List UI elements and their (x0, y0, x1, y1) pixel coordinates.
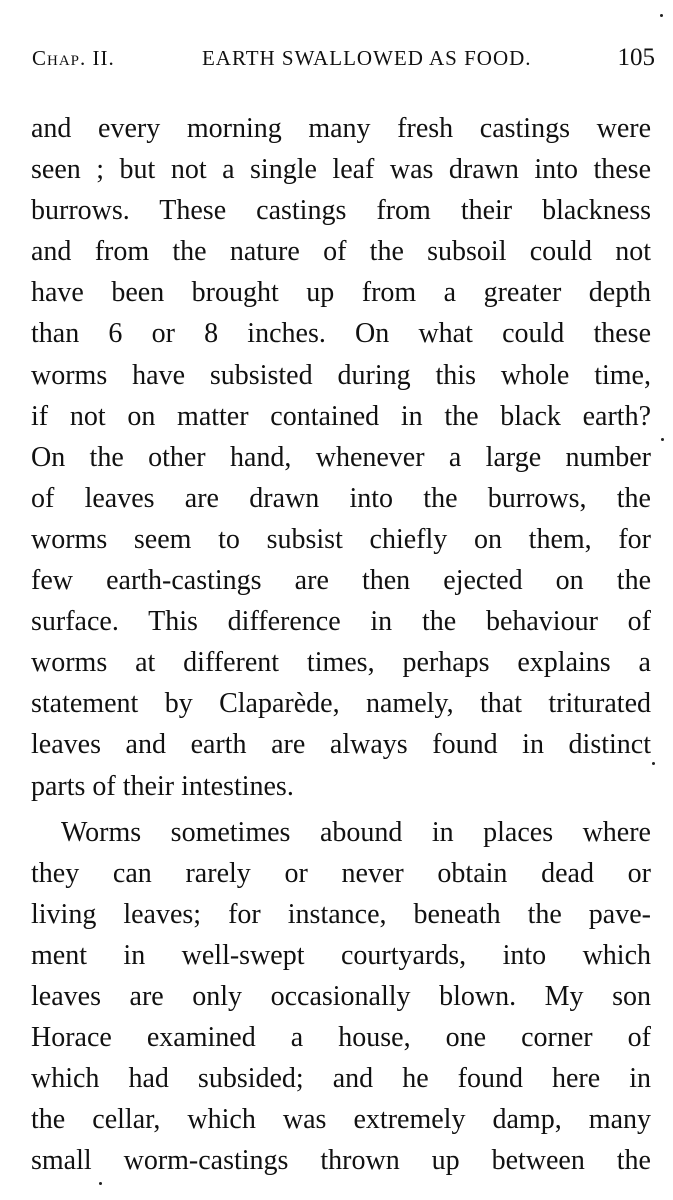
text-line: surface. This difference in the behaviour of (31, 606, 651, 638)
text-line: if not on matter contained in the black earth? (31, 400, 651, 432)
text-line: have been brought up from a greater depth (31, 277, 651, 309)
chapter-label: Chap. II. (32, 46, 115, 70)
text-line: worms seem to subsist chiefly on them, for (31, 523, 651, 555)
ink-speck (652, 762, 655, 765)
text-line: living leaves; for instance, beneath the pave- (31, 898, 651, 930)
text-line: ment in well-swept courtyards, into which (31, 939, 651, 971)
text-line: Worms sometimes abound in places where (61, 816, 651, 848)
text-line: small worm-castings thrown up between the (31, 1145, 651, 1177)
text-line: On the other hand, whenever a large number (31, 441, 651, 473)
text-line: they can rarely or never obtain dead or (31, 857, 651, 889)
running-title: EARTH SWALLOWED AS FOOD. (201, 46, 532, 70)
text-line: and every morning many fresh castings were (31, 113, 651, 144)
text-line: worms have subsisted during this whole time, (31, 359, 651, 391)
ink-speck (660, 14, 663, 17)
text-line: parts of their intestines. (31, 770, 294, 802)
text-line: and from the nature of the subsoil could not (31, 236, 651, 268)
text-line: seen ; but not a single leaf was drawn into these (31, 154, 651, 186)
text-line: leaves are only occasionally blown. My son (31, 980, 651, 1012)
ink-speck (99, 1182, 102, 1185)
ink-speck (661, 438, 664, 441)
text-line: Horace examined a house, one corner of (31, 1022, 651, 1054)
paragraph-2 (31, 812, 651, 1182)
text-line: than 6 or 8 inches. On what could these (31, 318, 651, 350)
text-line: statement by Claparède, namely, that triturated (31, 688, 651, 720)
text-line: worms at different times, perhaps explains a (31, 647, 651, 679)
running-head (32, 44, 655, 76)
text-line: few earth-castings are then ejected on the (31, 565, 651, 597)
text-line: the cellar, which was extremely damp, many (31, 1104, 651, 1136)
paragraph-1 (31, 108, 651, 807)
text-line: burrows. These castings from their blackness (31, 195, 651, 227)
text-line: of leaves are drawn into the burrows, the (31, 482, 651, 514)
page-number: 105 (617, 44, 655, 71)
text-line: which had subsided; and he found here in (31, 1063, 651, 1095)
body-text (31, 108, 651, 1181)
text-line: leaves and earth are always found in distinct (31, 729, 651, 761)
